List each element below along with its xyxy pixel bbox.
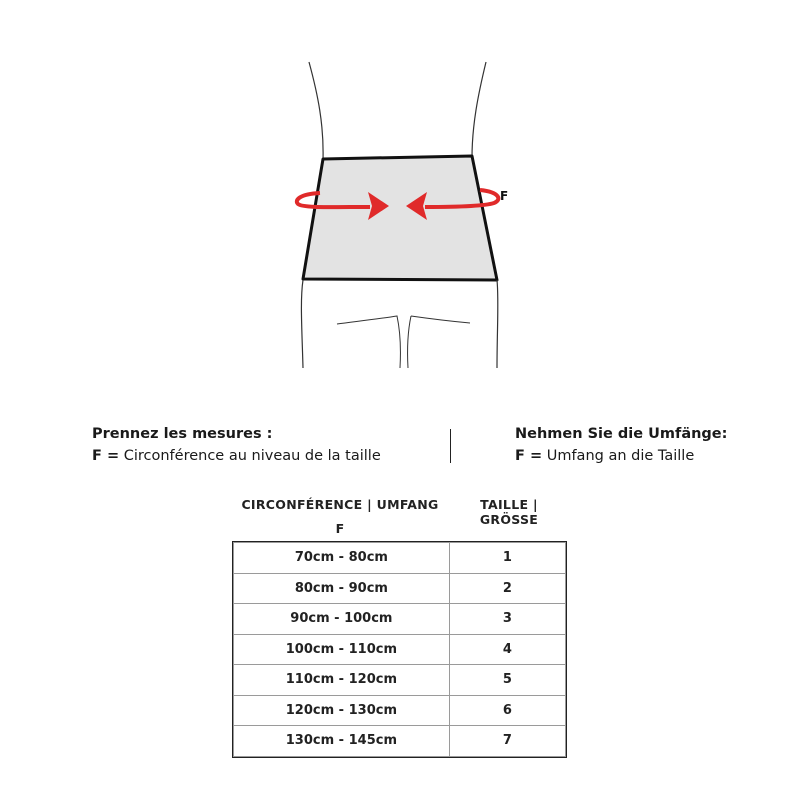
size-cell: 4 xyxy=(449,634,565,665)
range-cell: 100cm - 110cm xyxy=(234,634,450,665)
range-cell: 120cm - 130cm xyxy=(234,695,450,726)
table-row xyxy=(234,543,566,574)
size-cell: 7 xyxy=(449,726,565,757)
torso-left-outline xyxy=(309,62,323,160)
table-row xyxy=(234,665,566,696)
range-cell: 130cm - 145cm xyxy=(234,726,450,757)
instructions-french-title: Prennez les mesures : xyxy=(92,426,273,442)
hip-left-outline xyxy=(301,280,303,368)
key-f: F = xyxy=(515,448,543,464)
instructions-french xyxy=(92,423,381,467)
size-cell: 3 xyxy=(449,604,565,635)
table-row xyxy=(234,695,566,726)
instructions-german-line xyxy=(515,448,694,464)
instructions-french-line xyxy=(92,448,381,464)
table-row xyxy=(234,604,566,635)
range-cell: 90cm - 100cm xyxy=(234,604,450,635)
buttock-left xyxy=(337,316,400,368)
instructions-german-title: Nehmen Sie die Umfänge: xyxy=(515,426,728,442)
range-cell: 80cm - 90cm xyxy=(234,573,450,604)
instructions-german-text: Umfang an die Taille xyxy=(546,448,695,464)
header-size: TAILLE | GRÖSSE xyxy=(479,497,539,527)
belt xyxy=(303,156,497,280)
buttock-right xyxy=(408,316,470,368)
size-cell: 1 xyxy=(449,543,565,574)
hip-right-outline xyxy=(497,280,498,368)
header-circumference-sub: F xyxy=(335,521,345,536)
range-cell: 110cm - 120cm xyxy=(234,665,450,696)
size-cell: 2 xyxy=(449,573,565,604)
size-cell: 6 xyxy=(449,695,565,726)
language-divider xyxy=(450,429,451,463)
key-f: F = xyxy=(92,448,120,464)
size-cell: 5 xyxy=(449,665,565,696)
measure-label-f: F xyxy=(500,189,509,203)
table-row xyxy=(234,573,566,604)
range-cell: 70cm - 80cm xyxy=(234,543,450,574)
header-circumference: CIRCONFÉRENCE | UMFANG xyxy=(241,497,439,512)
table-row xyxy=(234,726,566,757)
torso-right-outline xyxy=(472,62,486,158)
instructions-french-text: Circonférence au niveau de la taille xyxy=(123,448,381,464)
table-row xyxy=(234,634,566,665)
instructions-german xyxy=(515,423,727,467)
size-table xyxy=(233,542,566,757)
